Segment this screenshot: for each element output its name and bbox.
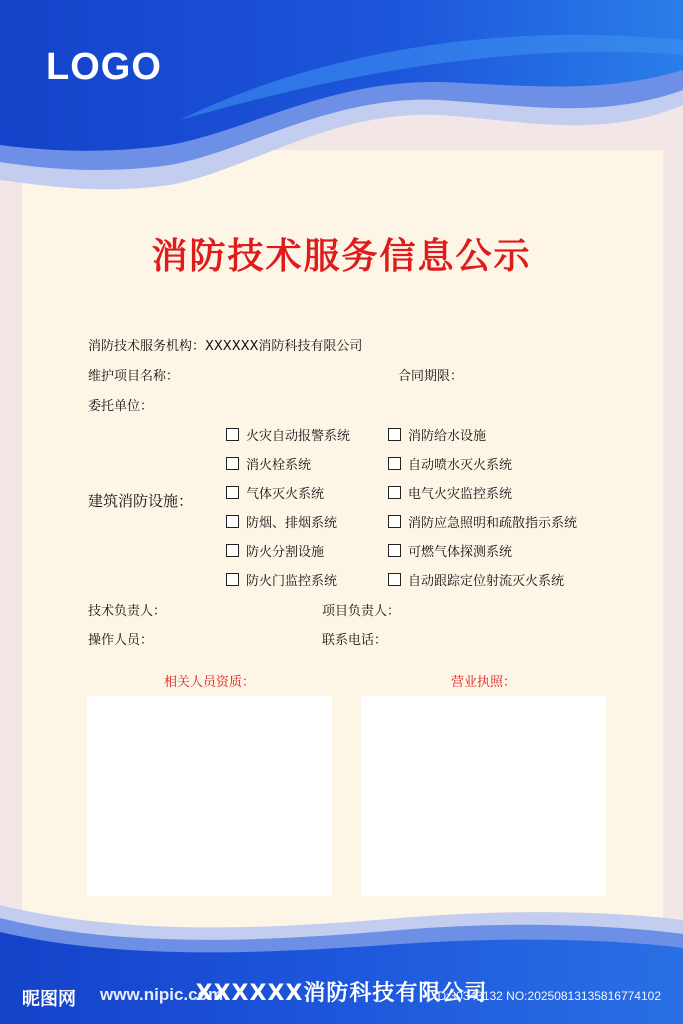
checkbox-box[interactable] [388,544,401,557]
facility-checkbox[interactable] [226,541,324,560]
checkbox-box[interactable] [226,573,239,586]
checkbox-box[interactable] [388,428,401,441]
facility-label: 消防应急照明和疏散指示系统 [408,516,578,531]
org-line: 消防技术服务机构：XXXXXX消防科技有限公司 [88,339,363,354]
logo: LOGO [46,46,162,88]
operators-label: 操作人员： [88,633,154,648]
facility-checkbox[interactable] [388,425,486,444]
watermark-site-name: 昵图网 [22,989,76,1010]
facility-label: 防火门监控系统 [246,574,338,589]
footer-company-name: XXXXXX消防科技有限公司 [195,981,488,1006]
facility-label: 防火分割设施 [246,545,325,560]
checkbox-box[interactable] [226,428,239,441]
facility-checkbox[interactable] [226,454,311,473]
facility-label: 电气火灾监控系统 [408,487,513,502]
tech-lead-label: 技术负责人： [88,604,167,619]
project-name-label: 维护项目名称： [88,369,180,384]
facility-label: 防烟、排烟系统 [246,516,338,531]
facility-checkbox[interactable] [388,570,564,589]
facility-label: 自动跟踪定位射流灭火系统 [408,574,565,589]
facility-checkbox[interactable] [388,483,512,502]
header-wave [0,0,683,210]
facility-label: 气体灭火系统 [246,487,325,502]
watermark-id: ID:30343132 NO:20250813135816774102 [434,989,661,1003]
facility-checkbox[interactable] [226,483,324,502]
facility-checkbox[interactable] [226,570,337,589]
checkbox-box[interactable] [388,457,401,470]
checkbox-box[interactable] [388,486,401,499]
staff-qualification-label: 相关人员资质： [163,675,255,690]
staff-qualification-image-box [87,696,332,896]
facility-label: 自动喷水灭火系统 [408,458,513,473]
checkbox-box[interactable] [226,486,239,499]
checkbox-box[interactable] [388,573,401,586]
checkbox-box[interactable] [226,515,239,528]
checkbox-box[interactable] [226,544,239,557]
phone-label: 联系电话： [322,633,388,648]
checkbox-box[interactable] [388,515,401,528]
facility-checkbox[interactable] [388,541,512,560]
project-lead-label: 项目负责人： [322,604,401,619]
checkbox-box[interactable] [226,457,239,470]
facility-checkbox[interactable] [226,425,350,444]
client-label: 委托单位： [88,399,154,414]
business-license-label: 营业执照： [450,675,516,690]
facility-checkbox[interactable] [226,512,337,531]
facility-checkbox[interactable] [388,454,512,473]
contract-period-label: 合同期限： [398,369,464,384]
facility-label: 消火栓系统 [246,458,312,473]
business-license-image-box [361,696,606,896]
watermark-url: www.nipic.com [100,985,224,1004]
page-title: 消防技术服务信息公示 [151,236,532,277]
facility-checkbox[interactable] [388,512,577,531]
facility-label: 可燃气体探测系统 [408,545,513,560]
facility-label: 消防给水设施 [408,429,487,444]
facilities-label: 建筑消防设施： [88,492,194,510]
facility-label: 火灾自动报警系统 [246,429,351,444]
